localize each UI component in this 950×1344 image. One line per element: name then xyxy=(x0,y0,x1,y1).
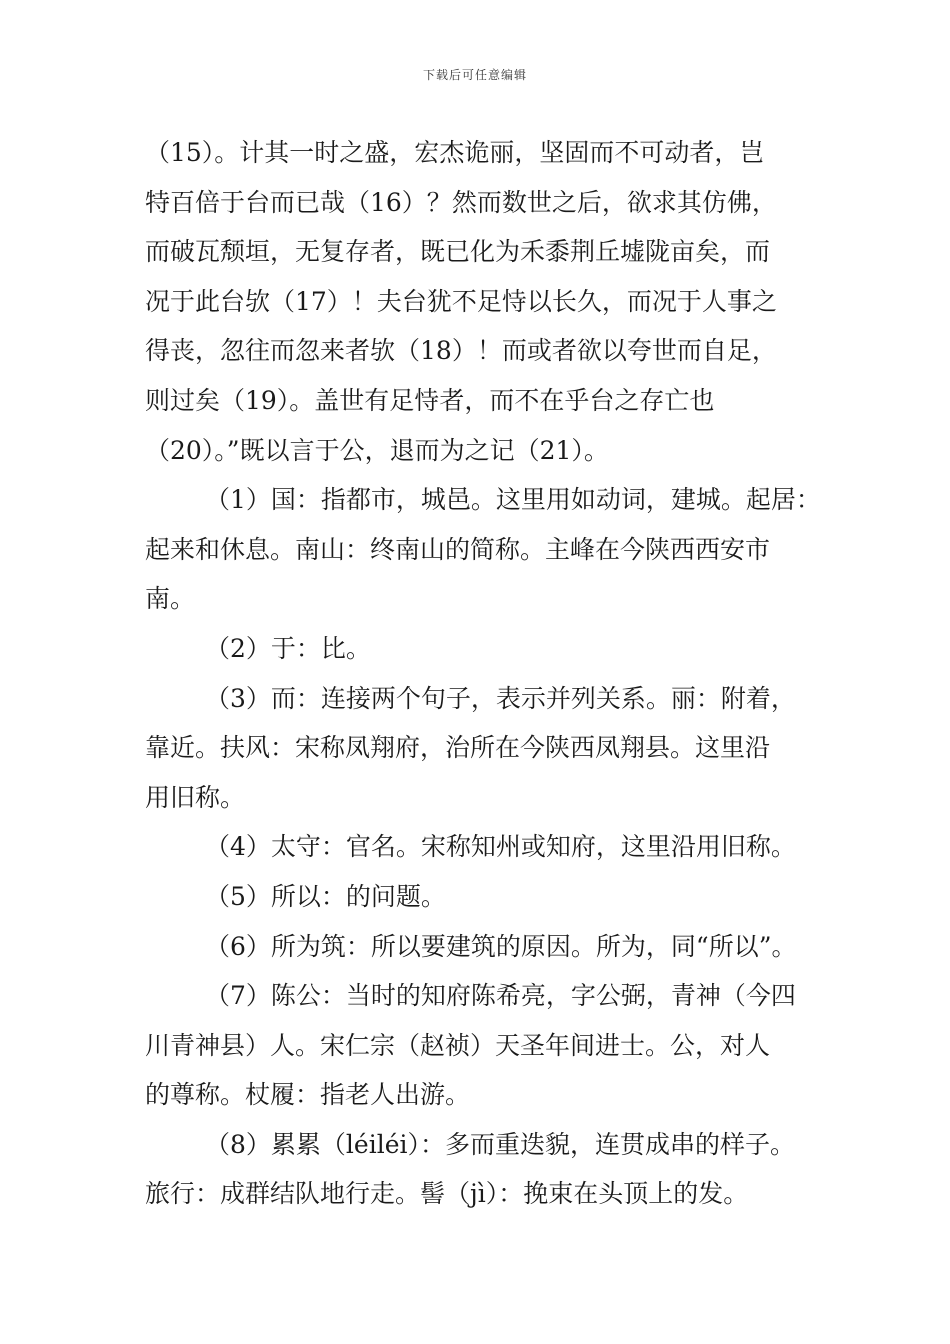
paragraph-first-line: （1）国：指都市，城邑。这里用如动词，建城。起居： xyxy=(205,485,821,515)
paragraph-first-line: （6）所为筑：所以要建筑的原因。所为，同“所以”。 xyxy=(205,931,797,961)
text-line: 靠近。扶风：宋称凤翔府，治所在今陕西凤翔县。这里沿 xyxy=(145,733,771,763)
text-line: 南。 xyxy=(145,584,196,614)
text-line: 用旧称。 xyxy=(145,782,246,812)
page-header: 下载后可任意编辑 xyxy=(422,68,527,82)
document-body xyxy=(145,128,825,1219)
paragraph-first-line: （3）而：连接两个句子，表示并列关系。丽：附着， xyxy=(205,683,796,713)
text-line: 川青神县）人。宋仁宗（赵祯）天圣年间进士。公，对人 xyxy=(145,1030,771,1060)
text-line: 则过矣（19）。盖世有足恃者，而不在乎台之存亡也 xyxy=(145,385,715,415)
text-line: 特百倍于台而已哉（16）？然而数世之后，欲求其仿佛， xyxy=(145,187,777,217)
text-line: 况于此台欤（17）！夫台犹不足恃以长久，而况于人事之 xyxy=(145,286,777,316)
paragraph-first-line: （7）陈公：当时的知府陈希亮，字公弼，青神（今四 xyxy=(205,981,796,1011)
text-line: 旅行：成群结队地行走。髻（jì）：挽束在头顶上的发。 xyxy=(145,1179,749,1209)
text-line: 的尊称。杖履：指老人出游。 xyxy=(145,1080,471,1110)
text-line: （20）。”既以言于公，退而为之记（21）。 xyxy=(145,435,609,465)
paragraph-first-line: （5）所以：的问题。 xyxy=(205,881,446,911)
text-line: 起来和休息。南山：终南山的简称。主峰在今陕西西安市 xyxy=(145,534,771,564)
paragraph-first-line: （2）于：比。 xyxy=(205,633,371,663)
paragraph-first-line: （4）太守：官名。宋称知州或知府，这里沿用旧称。 xyxy=(205,832,796,862)
text-line: 得丧，忽往而忽来者欤（18）！而或者欲以夸世而自足， xyxy=(145,336,777,366)
text-line: 而破瓦颓垣，无复存者，既已化为禾黍荆丘墟陇亩矣，而 xyxy=(145,237,771,267)
paragraph-first-line: （8）累累（léiléi）：多而重迭貌，连贯成串的样子。 xyxy=(205,1129,795,1159)
text-line: （15）。计其一时之盛，宏杰诡丽，坚固而不可动者，岂 xyxy=(145,138,765,167)
